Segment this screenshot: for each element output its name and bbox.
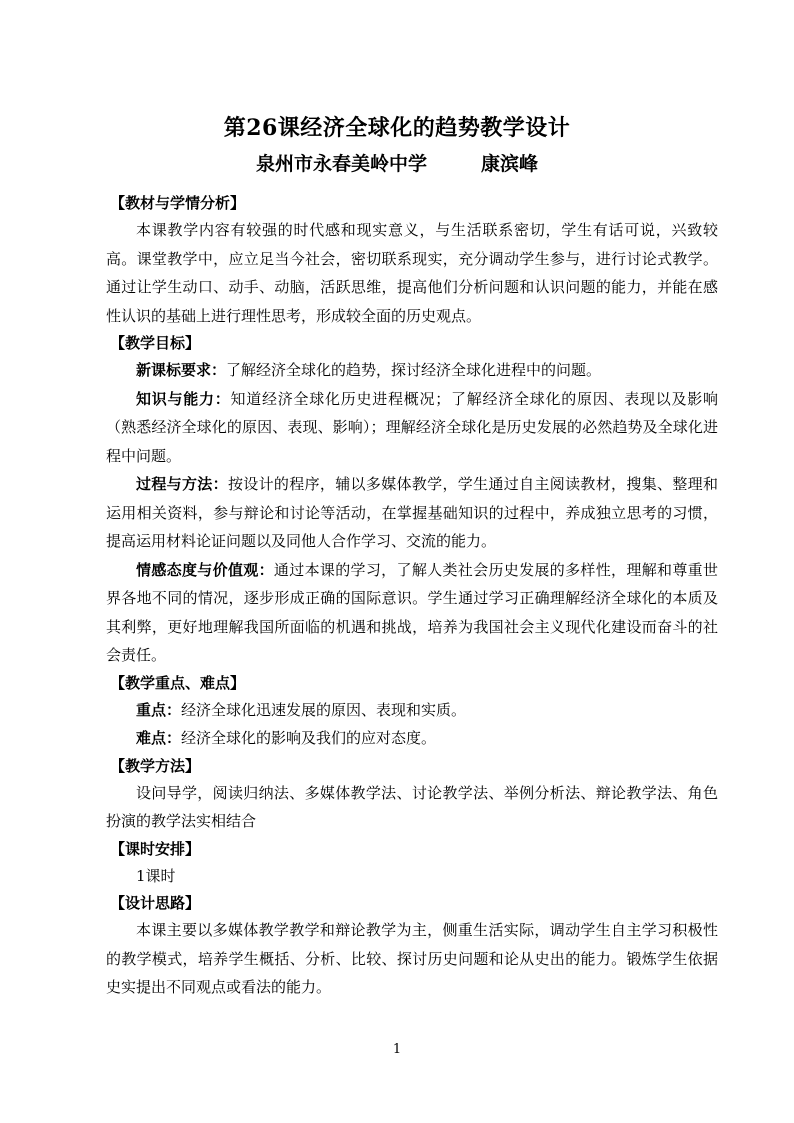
keypoint-label: 难点： xyxy=(136,729,182,747)
goal-text: 了解经济全球化的趋势，探讨经济全球化进程中的问题。 xyxy=(226,361,602,379)
keypoint-text: 经济全球化的影响及我们的应对态度。 xyxy=(181,729,437,747)
goal-text: 通过本课的学习，了解人类社会历史发展的多样性，理解和尊重世界各地不同的情况，逐步形成正确的国际意识。学生通过学习正确理解经济全球化的本质及其利弊，更好地理解我国所面临的机遇和挑战，培养为我国社会主义现代化建设而奋斗的社会责任。 xyxy=(106,560,718,664)
goal-label: 过程与方法： xyxy=(136,475,228,493)
keypoint-item xyxy=(106,724,718,753)
section-heading-methods: 【教学方法】 xyxy=(110,756,201,775)
goal-item xyxy=(106,356,718,385)
document-body xyxy=(106,190,718,1002)
analysis-paragraph: 本课教学内容有较强的时代感和现实意义，与生活联系密切，学生有话可说，兴致较高。课堂教学中，应立足当今社会，密切联系现实，充分调动学生参与，进行讨论式教学。通过让学生动口、动手、动脑，活跃思维，提高他们分析问题和认识问题的能力，并能在感性认识的基础上进行理性思考，形成较全面的历史观点。 xyxy=(106,221,718,325)
section-heading-goals: 【教学目标】 xyxy=(110,334,201,352)
author-line xyxy=(0,150,794,178)
section-heading-schedule: 【课时安排】 xyxy=(110,839,201,858)
section-heading-keypoints: 【教学重点、难点】 xyxy=(110,673,246,692)
goal-label: 情感态度与价值观： xyxy=(136,560,274,579)
goal-text: 知道经济全球化历史进程概况；了解经济全球化的原因、表现以及影响（熟悉经济全球化的原因、表现、影响）；理解经济全球化是历史发展的必然趋势及全球化进程中问题。 xyxy=(106,389,718,465)
page-number: 1 xyxy=(392,1042,402,1057)
methods-paragraph: 设问导学，阅读归纳法、多媒体教学法、讨论教学法、举例分析法、辩论教学法、角色扮演的教学法实相结合 xyxy=(106,783,718,830)
keypoint-text: 经济全球化迅速发展的原因、表现和实质。 xyxy=(181,700,467,719)
keypoint-item xyxy=(106,696,718,725)
goal-item xyxy=(106,556,718,670)
author-name: 康滨峰 xyxy=(481,153,539,175)
design-paragraph: 本课主要以多媒体教学教学和辩论教学为主，侧重生活实际，调动学生自主学习积极性的教学模式，培养学生概括、分析、比较、探讨历史问题和论从史出的能力。锻炼学生依据史实提出不同观点或看法的能力。 xyxy=(106,921,718,996)
section-heading-design: 【设计思路】 xyxy=(110,894,201,912)
schedule-text: 1课时 xyxy=(136,866,176,885)
author-school: 泉州市永春美岭中学 xyxy=(255,153,427,175)
section-heading-analysis: 【教材与学情分析】 xyxy=(110,194,246,212)
goal-item xyxy=(106,385,718,471)
goal-item xyxy=(106,470,718,556)
goal-label: 知识与能力： xyxy=(136,389,231,408)
goal-label: 新课标要求： xyxy=(136,361,227,379)
goal-text: 按设计的程序，辅以多媒体教学，学生通过自主阅读教材，搜集、整理和运用相关资料，参与辩论和讨论等活动，在掌握基础知识的过程中，养成独立思考的习惯，提高运用材料论证问题以及同他人合作学习、交流的能力。 xyxy=(106,475,718,550)
keypoint-label: 重点： xyxy=(136,700,182,719)
document-title: 第26课经济全球化的趋势教学设计 xyxy=(223,115,571,141)
